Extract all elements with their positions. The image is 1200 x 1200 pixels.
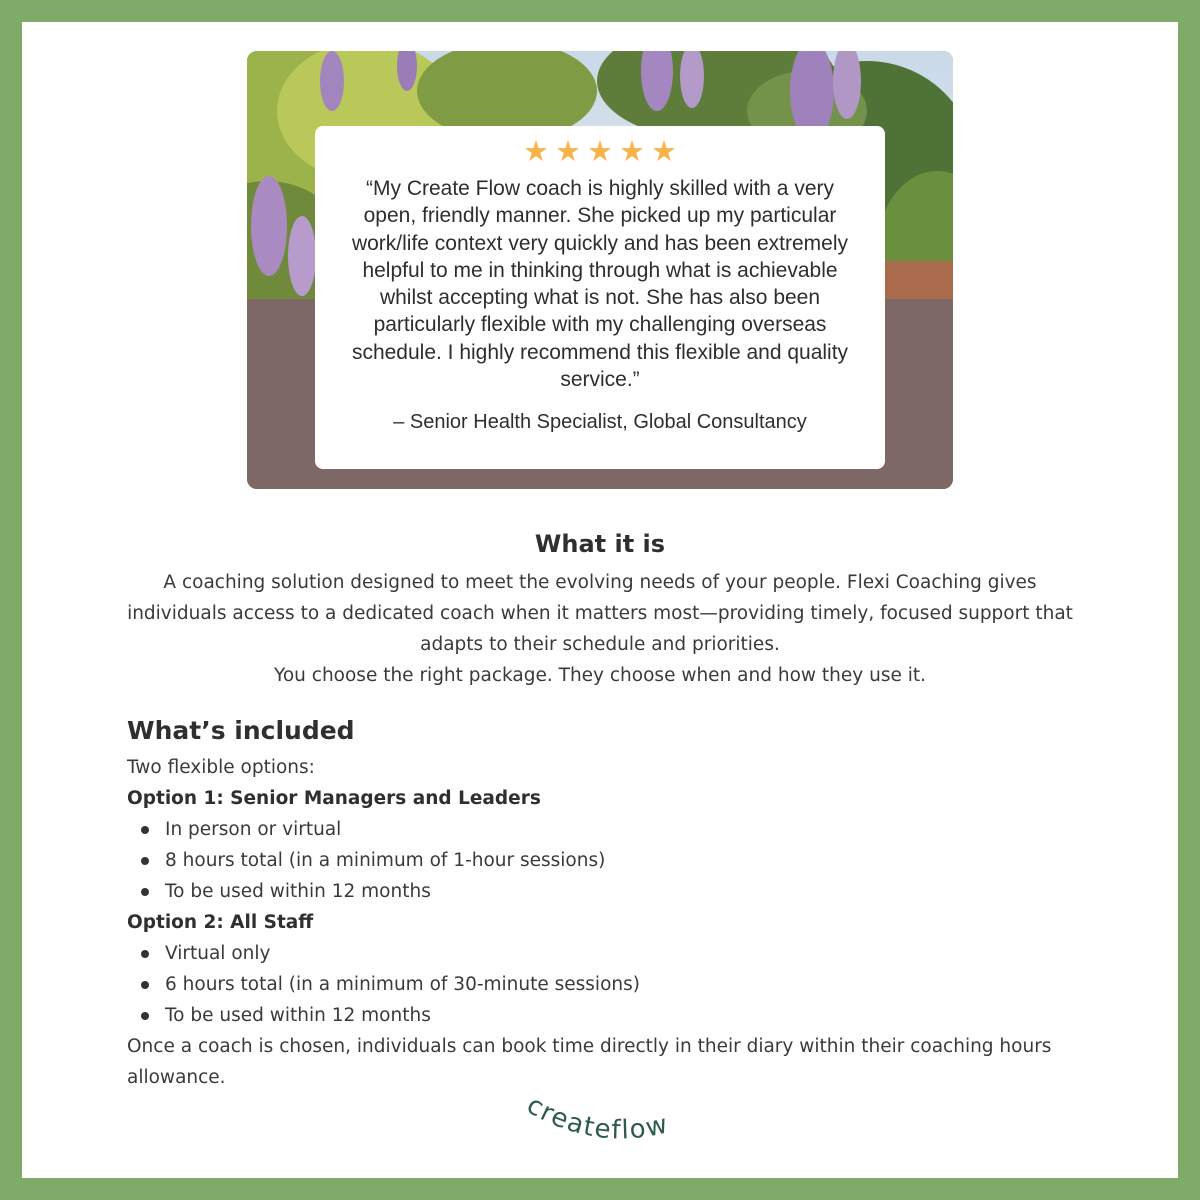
what-it-is-section [117,567,1083,691]
star-icon: ★ [619,134,645,168]
option-1-list [127,814,1077,907]
option-2-title: Option 2: All Staff [127,912,314,933]
list-item: 8 hours total (in a minimum of 1-hour sessions) [165,845,1077,876]
what-it-is-heading: What it is [534,530,666,558]
whats-included-heading: What’s included [127,716,355,745]
star-icon: ★ [651,134,677,168]
options-intro: Two flexible options: [127,757,315,778]
list-item: 6 hours total (in a minimum of 30-minute sessions) [165,969,1077,1000]
star-icon: ★ [555,134,581,168]
option-1-title: Option 1: Senior Managers and Leaders [127,788,541,809]
svg-text:createflow [522,1092,672,1146]
option-2-list [127,938,1077,1031]
what-it-is-tagline: You choose the right package. They choose when and how they use it. [274,665,926,686]
what-it-is-paragraph: A coaching solution designed to meet the evolving needs of your people. Flexi Coaching gives individuals access to a dedicated coach when it matters most—providing timely, focused support that adapts to their schedule and priorities. [127,572,1073,655]
page [22,22,1178,1178]
star-rating [315,136,885,166]
star-icon: ★ [523,134,549,168]
createflow-logo [517,1092,687,1162]
testimonial-card [315,126,885,469]
booking-note: Once a coach is chosen, individuals can book time directly in their diary within their coaching hours allowance. [127,1036,1052,1088]
logo-text: createflow [521,1092,672,1146]
list-item: In person or virtual [165,814,1077,845]
testimonial-quote: “My Create Flow coach is highly skilled with a very open, friendly manner. She picked up my particular work/life context very quickly and has been extremely helpful to me in thinking through what is achievable whilst accepting what is not. She has also been particularly flexible with my challenging overseas schedule. I highly recommend this flexible and quality service.” [351,177,849,392]
list-item: To be used within 12 months [165,876,1077,907]
whats-included-section [127,712,1077,1093]
list-item: To be used within 12 months [165,1000,1077,1031]
list-item: Virtual only [165,938,1077,969]
star-icon: ★ [587,134,613,168]
testimonial-attribution: – Senior Health Specialist, Global Consultancy [393,411,807,433]
